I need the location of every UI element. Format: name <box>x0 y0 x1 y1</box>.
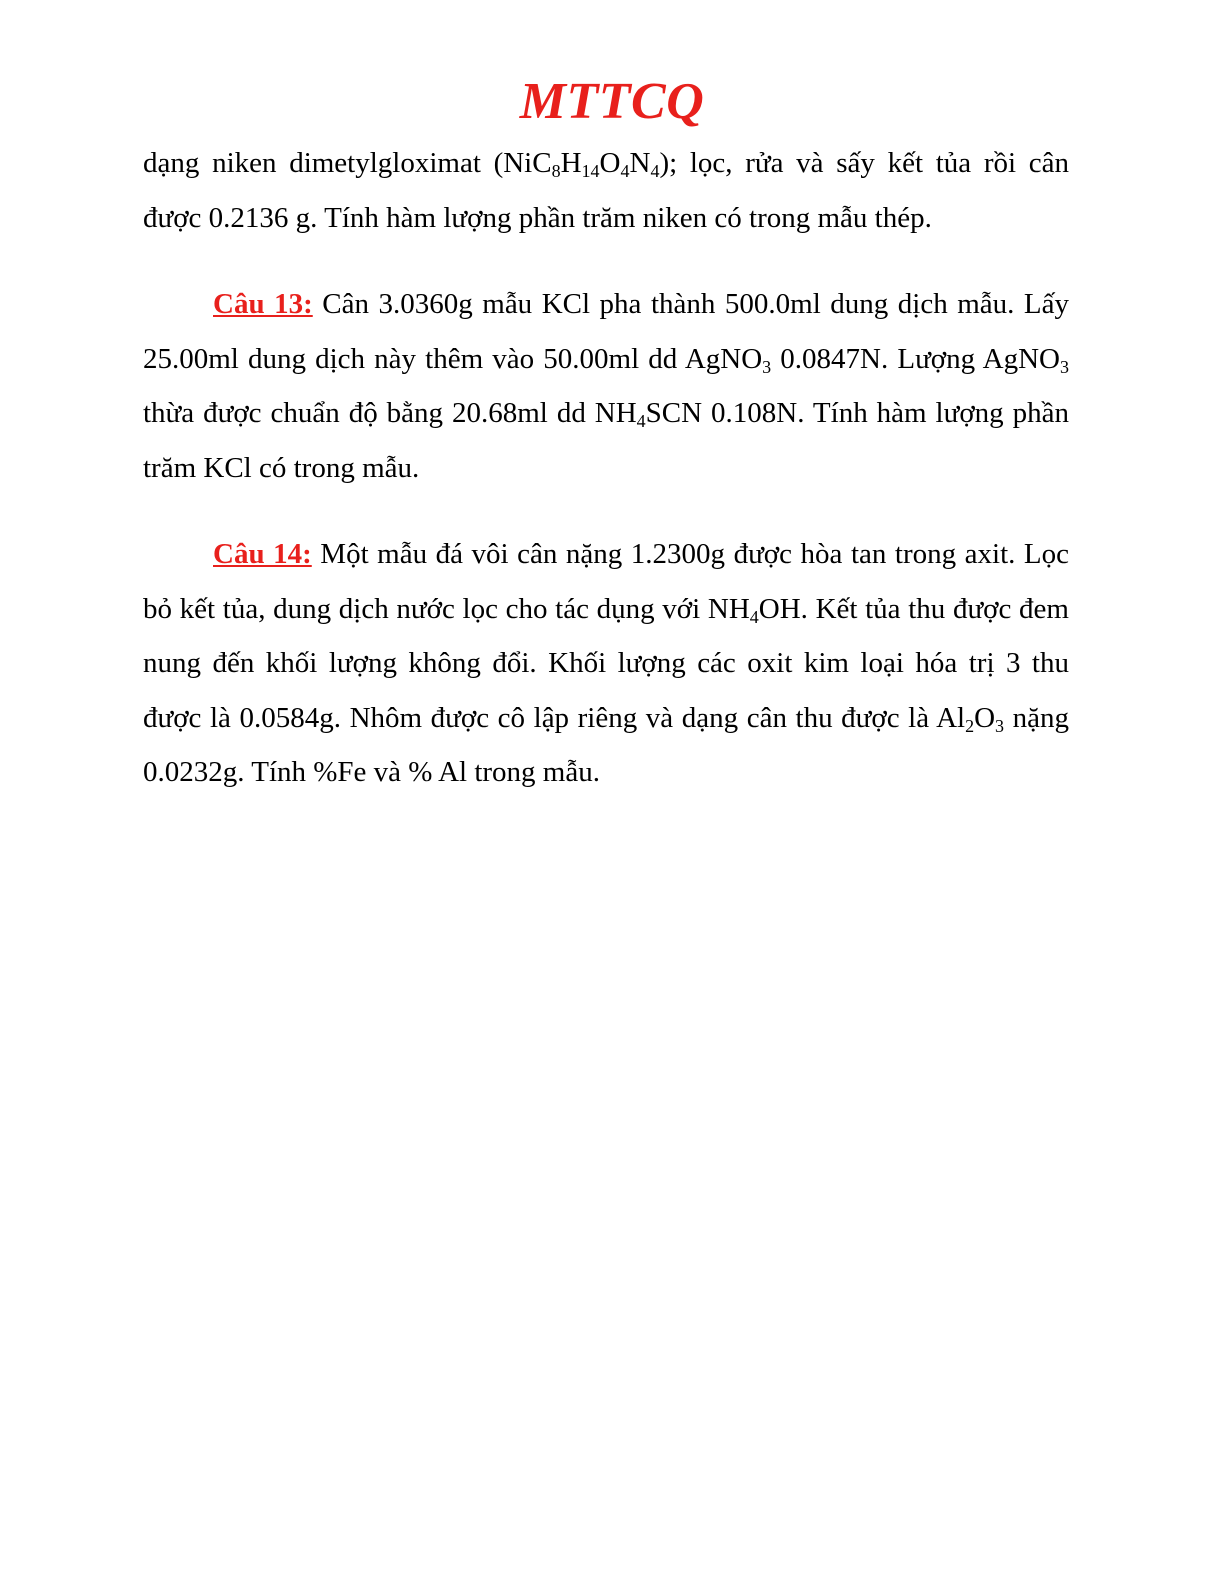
subscript: 3 <box>995 715 1005 736</box>
question-14-label: Câu 14: <box>213 538 312 570</box>
subscript: 4 <box>650 161 660 181</box>
subscript: 8 <box>551 161 561 181</box>
text-segment: N <box>629 147 651 179</box>
text-segment: O <box>599 147 621 179</box>
text-segment: dạng niken dimetylgloximat (NiC <box>143 147 552 179</box>
text-segment: ); lọc, rửa và sấy kết tủa rồi cân được 0.2136 g. Tính hàm lượng phần trăm niken có trong mẫu thép. <box>143 147 1069 234</box>
text-segment: Một mẫu đá vôi cân nặng 1.2300g được hòa tan trong axit. Lọc bỏ kết tủa, dung dịch nước lọc cho tác dụng với NH <box>143 538 1069 625</box>
question-13-label: Câu 13: <box>213 288 313 320</box>
text-segment: Cân 3.0360g mẫu KCl pha thành 500.0ml dung dịch mẫu. Lấy 25.00ml dung dịch này thêm vào 50.00ml dd AgNO <box>143 288 1070 375</box>
page-header-title: MTTCQ <box>519 73 705 130</box>
text-segment: 0.0847N. Lượng AgNO <box>771 342 1060 375</box>
subscript: 4 <box>636 411 646 431</box>
subscript: 2 <box>965 715 975 736</box>
question-13-paragraph <box>143 277 1069 495</box>
subscript: 14 <box>581 161 600 181</box>
subscript: 4 <box>749 606 759 627</box>
text-segment: H <box>560 147 582 179</box>
subscript: 3 <box>762 356 772 377</box>
text-segment: SCN 0.108N. Tính hàm lượng phần trăm KCl có trong mẫu. <box>143 397 1069 484</box>
document-body <box>143 136 1069 800</box>
text-segment: O <box>974 701 996 734</box>
text-segment: OH. Kết tủa thu được đem nung đến khối lượng không đổi. Khối lượng các oxit kim loại hóa trị 3 thu được là 0.0584g. Nhôm được cô lập riêng và dạng cân thu được là Al <box>143 592 1069 734</box>
text-segment: nặng 0.0232g. Tính %Fe và % Al trong mẫu. <box>143 701 1069 788</box>
continuation-paragraph <box>143 136 1069 245</box>
text-segment: thừa được chuẩn độ bằng 20.68ml dd NH <box>143 397 637 429</box>
subscript: 4 <box>620 161 630 181</box>
subscript: 3 <box>1059 356 1069 377</box>
question-14-paragraph <box>143 527 1069 800</box>
